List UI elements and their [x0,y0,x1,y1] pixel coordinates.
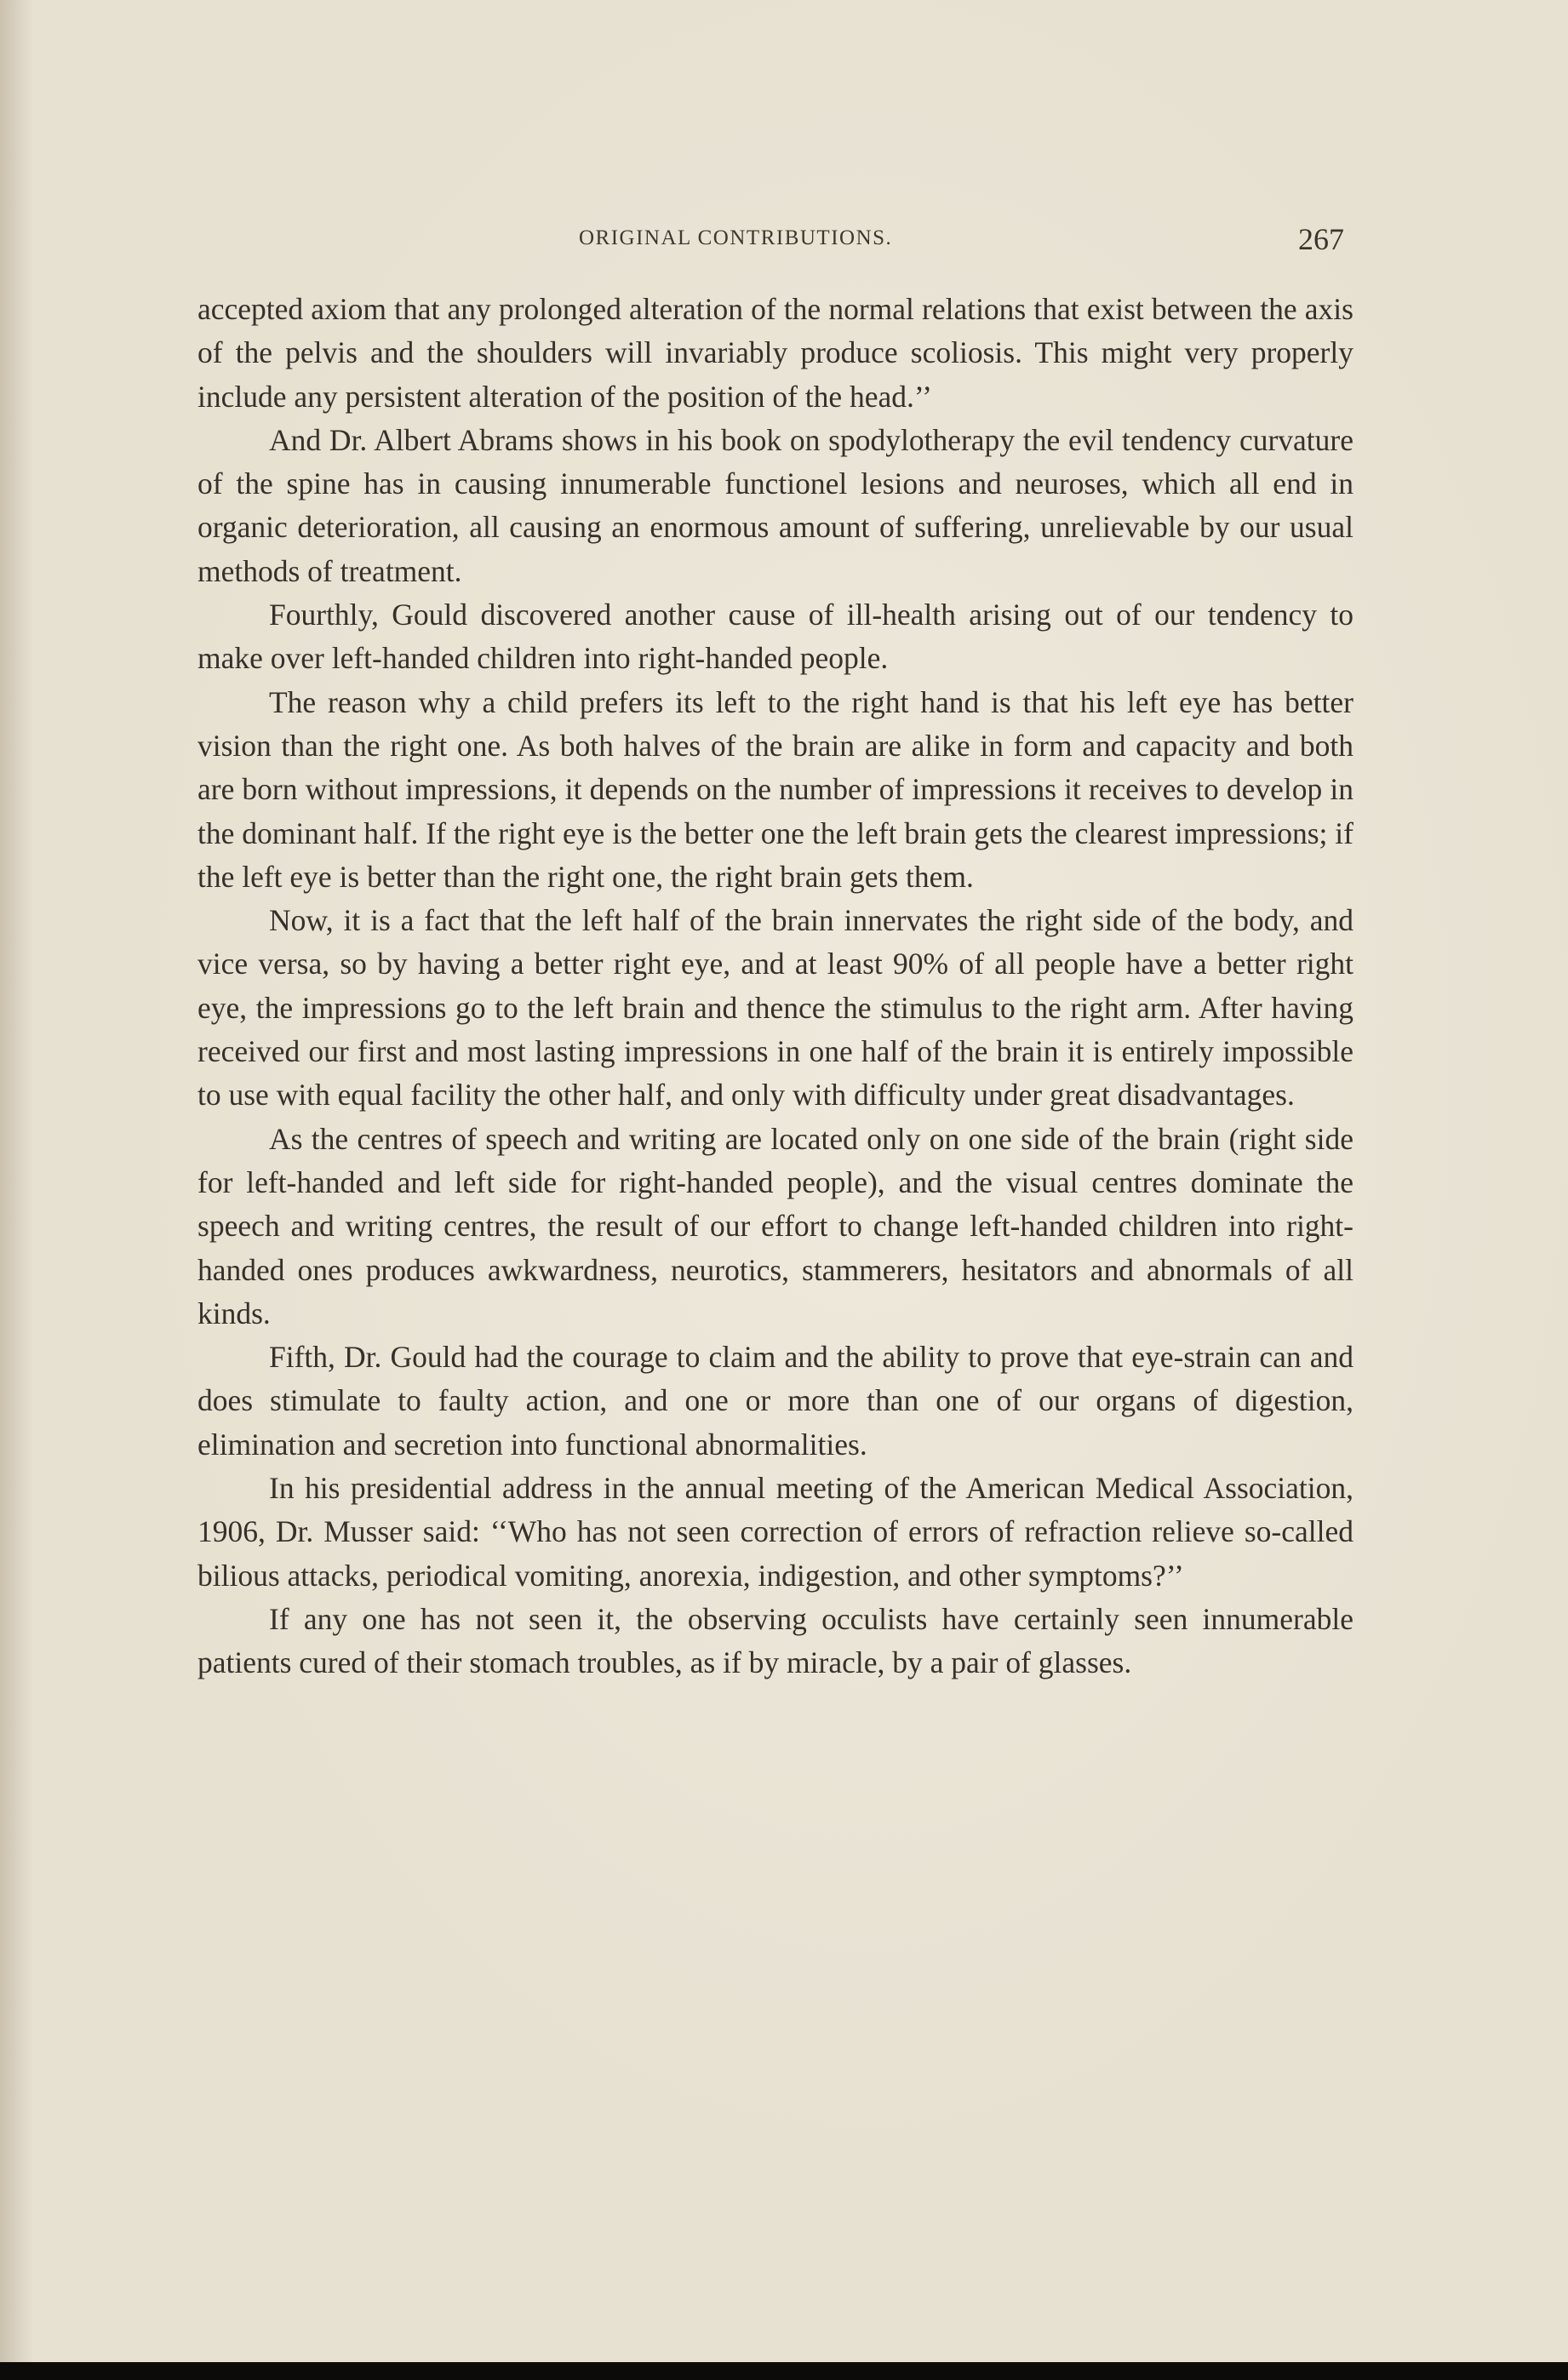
paragraph: If any one has not seen it, the observing occulists have certainly seen innumerable patients cured of their stomach troubles, as if by miracle, by a pair of glasses. [197,1601,1353,1680]
paragraph: In his presidential address in the annual meeting of the American Medical Association, 1906, Dr. Musser said: ‘‘Who has not seen correction of errors of refraction relieve so-called bilious attacks, periodical vomiting, anorexia, indigestion, and other symptoms?’’ [197,1471,1353,1593]
paragraph-continued: accepted axiom that any prolonged alteration of the normal relations that exist between the axis of the pelvis and the shoulders will invariably produce scoliosis. This might very properly include any persistent alteration of the position of the head.’’ [197,292,1353,414]
page-header [0,221,1568,255]
paragraph: And Dr. Albert Abrams shows in his book on spodylotherapy the evil tendency curvature of the spine has in causing innumerable functionel lesions and neuroses, which all end in organic deterioration, all causing an enormous amount of suffering, unrelievable by our usual methods of treatment. [197,422,1353,588]
body-text [197,288,1353,1685]
paragraph: As the centres of speech and writing are located only on one side of the brain (right side for left-handed and left side for right-handed people), and the visual centres dominate the speech and writing centres, the result of our effort to change left-handed children into right-handed ones produces awkwardness, neurotics, stammerers, hesitators and abnormals of all kinds. [197,1121,1353,1330]
page-number: 267 [1298,222,1344,256]
paragraph: Fourthly, Gould discovered another cause of ill-health arising out of our tendency to make over left-handed children into right-handed people. [197,598,1353,676]
paragraph: The reason why a child prefers its left to the right hand is that his left eye has better vision than the right one. As both halves of the brain are alike in form and capacity and both are born without impressions, it depends on the number of impressions it receives to develop in the dominant half. If the right eye is the better one the left brain gets the clearest impressions; if the left eye is better than the right one, the right brain gets them. [197,684,1353,894]
paragraph: Fifth, Dr. Gould had the courage to claim and the ability to prove that eye-strain can and does stimulate to faulty action, and one or more than one of our organs of digestion, elimination and secretion into functional abnormalities. [197,1340,1353,1462]
page-bottom-edge [0,2362,1568,2380]
paragraph: Now, it is a fact that the left half of the brain innervates the right side of the body, and vice versa, so by having a better right eye, and at least 90% of all people have a better right eye, the impressions go to the left brain and thence the stimulus to the right arm. After having received our first and most lasting impressions in one half of the brain it is entirely impossible to use with equal facility the other half, and only with difficulty under great disadvantages. [197,903,1353,1113]
running-head: ORIGINAL CONTRIBUTIONS. [579,226,893,249]
